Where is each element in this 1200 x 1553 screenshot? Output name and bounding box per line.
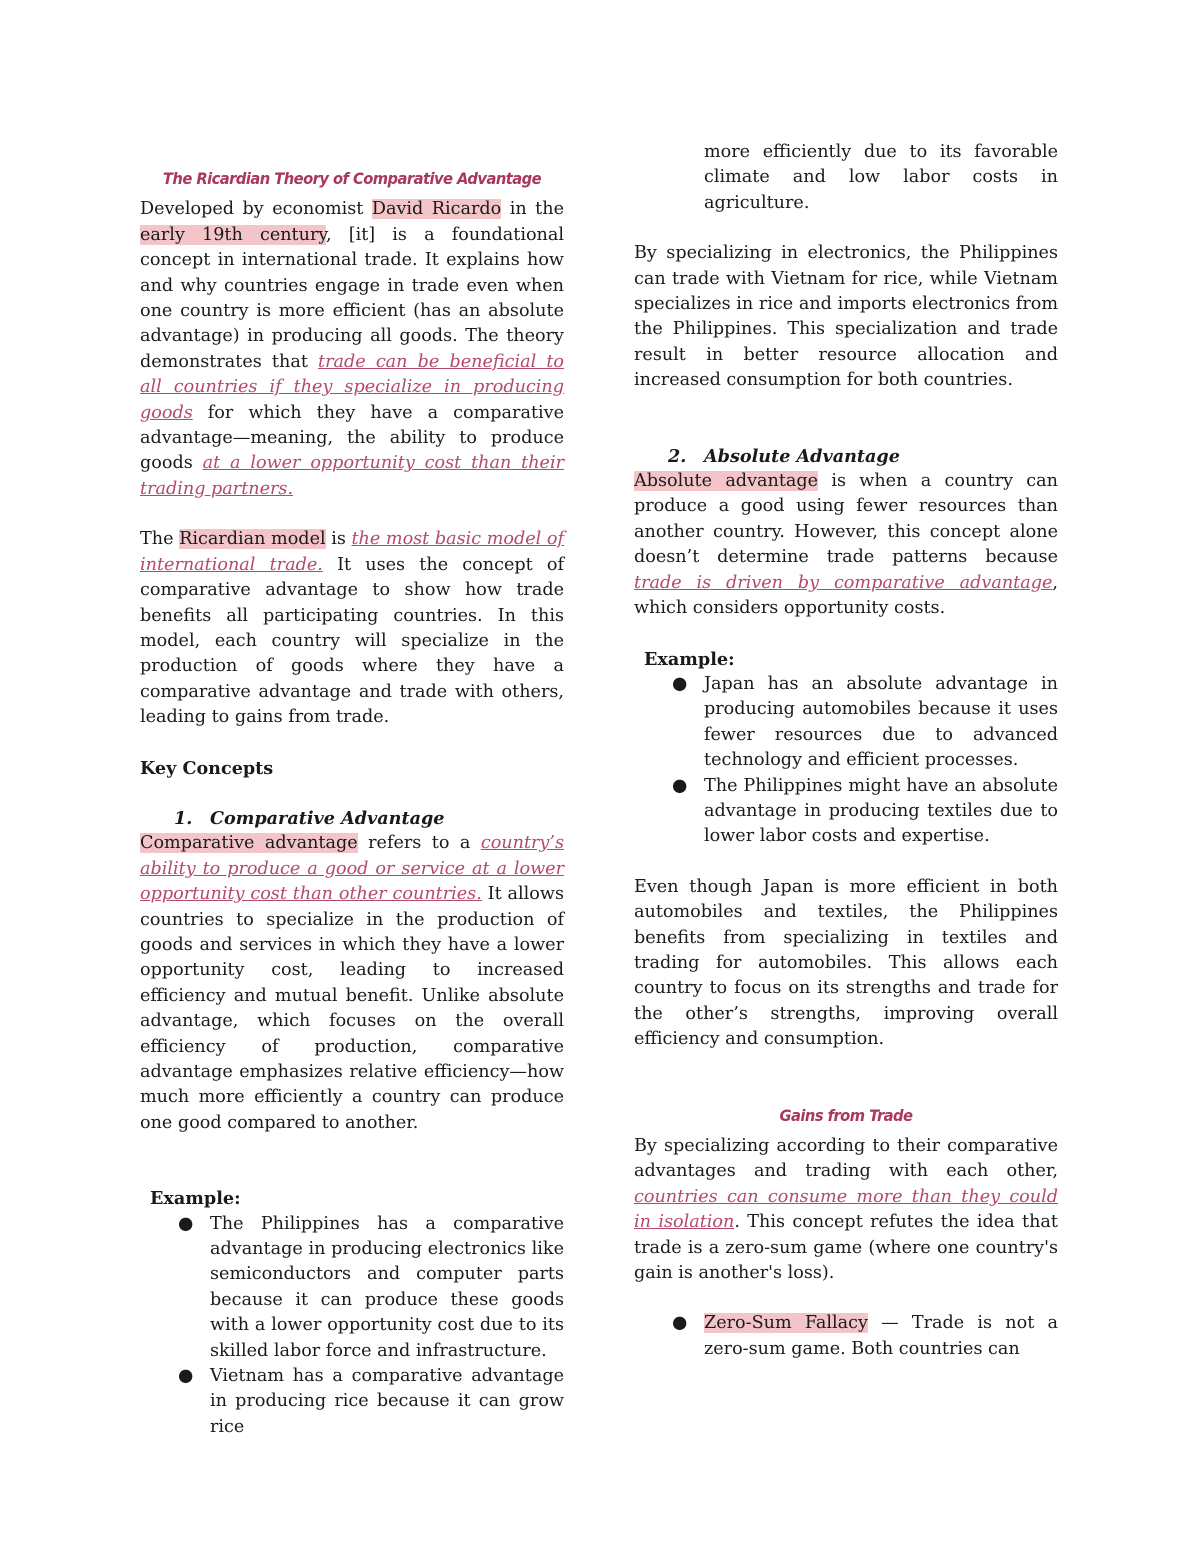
list-item-text: The Philippines has a comparative advantage in producing electronics like semiconductors and computer parts because it can produce these goods with a lower opportunity cost due to its skilled labor force and infrastructure. bbox=[210, 1213, 564, 1361]
example-list bbox=[140, 1212, 564, 1441]
text-run: The bbox=[140, 529, 180, 550]
text-run: It uses the concept of comparative advantage to show how trade benefits all participating countries. In this model, each country will specialize in the production of goods where they have a comparative advantage and trade with others, leading to gains from trade. bbox=[140, 554, 564, 728]
key-concepts-heading: Key Concepts bbox=[140, 757, 274, 779]
list-item-text: — Trade is not a zero-sum game. Both countries can bbox=[704, 1313, 1058, 1359]
text-run: refers to a bbox=[357, 833, 481, 854]
gains-list bbox=[634, 1311, 1058, 1362]
example-label: Example: bbox=[644, 648, 735, 670]
list-item bbox=[634, 774, 1058, 850]
bullet-icon: ● bbox=[672, 673, 688, 694]
text-run: for which they have a comparative advantage—meaning, the ability to produce goods bbox=[140, 402, 564, 474]
underlined-phrase: the most basic model of international trade. bbox=[140, 529, 564, 575]
heading-number: 1. bbox=[174, 807, 193, 829]
list-item bbox=[140, 1212, 564, 1364]
underlined-phrase: countries can consume more than they could in isolation bbox=[634, 1186, 1058, 1233]
bullet-icon: ● bbox=[178, 1366, 194, 1387]
section-title-gains-from-trade: Gains from Trade bbox=[779, 1105, 913, 1125]
example-label: Example: bbox=[150, 1188, 241, 1210]
highlight-early-19th-century: early 19th century bbox=[140, 224, 326, 245]
text-run: is when a country can produce a good using fewer resources than another country. However, this concept alone doesn’t determine trade patterns because bbox=[634, 471, 1058, 568]
bullet-icon: ● bbox=[672, 775, 688, 796]
comparative-advantage-paragraph bbox=[140, 831, 564, 1136]
text-run: Developed by economist bbox=[140, 199, 372, 220]
example-list bbox=[634, 672, 1058, 850]
list-item bbox=[634, 1311, 1058, 1362]
text-run: It allows countries to specialize in the production of goods and services in which they have a lower opportunity cost, leading to increased efficiency and mutual benefit. Unlike absolute advantage, which focuses on the overall efficiency of production, comparative advantage emphasizes relative efficiency—how much more efficiently a country can produce one good compared to another. bbox=[140, 884, 564, 1133]
highlight-comparative-advantage: Comparative advantage bbox=[140, 833, 358, 854]
text-run: , which considers opportunity costs. bbox=[634, 572, 1058, 619]
text-run: , [it] is a foundational concept in international trade. It explains how and why countries engage in trade even when one country is more efficient (has an absolute advantage) in producing all goods. The theory demonstrates that bbox=[140, 224, 564, 372]
heading-comparative-advantage bbox=[140, 806, 564, 831]
highlight-zero-sum-fallacy: Zero-Sum Fallacy bbox=[704, 1313, 868, 1334]
gains-from-trade-paragraph bbox=[634, 1134, 1058, 1286]
absolute-advantage-paragraph bbox=[634, 469, 1058, 621]
specialization-paragraph: By specializing in electronics, the Philippines can trade with Vietnam for rice, while Vietnam specializes in rice and imports electronics from the Philippines. This specialization and trade result in better resource allocation and increased consumption for both countries. bbox=[634, 243, 1058, 391]
highlight-absolute-advantage: Absolute advantage bbox=[634, 471, 819, 492]
list-item bbox=[634, 672, 1058, 774]
list-item bbox=[140, 1364, 564, 1440]
document-title: The Ricardian Theory of Comparative Advantage bbox=[162, 169, 542, 188]
text-run: . This concept refutes the idea that trade is a zero-sum game (where one country's gain is another's loss). bbox=[634, 1212, 1058, 1284]
bullet-icon: ● bbox=[672, 1313, 688, 1334]
underlined-phrase: trade is driven by comparative advantage bbox=[634, 572, 1053, 593]
list-item-text: Japan has an absolute advantage in producing automobiles because it uses fewer resources due to advanced technology and efficient processes. bbox=[704, 673, 1058, 771]
heading-number: 2. bbox=[668, 445, 687, 467]
underlined-phrase: at a lower opportunity cost than their trading partners. bbox=[140, 453, 565, 499]
text-run: in the bbox=[501, 199, 564, 220]
highlight-ricardian-model: Ricardian model bbox=[179, 529, 326, 550]
underlined-phrase: country’s ability to produce a good or service at a lower opportunity cost than other countries. bbox=[140, 833, 564, 905]
intro-paragraph bbox=[140, 197, 564, 502]
list-item-text: Vietnam has a comparative advantage in producing rice because it can grow rice bbox=[210, 1366, 564, 1437]
ricardian-model-paragraph bbox=[140, 527, 564, 730]
text-run: By specializing according to their comparative advantages and trading with each other, bbox=[634, 1136, 1058, 1182]
heading-text: Comparative Advantage bbox=[210, 807, 445, 829]
list-item-continuation: more efficiently due to its favorable climate and low labor costs in agriculture. bbox=[704, 142, 1058, 213]
underlined-phrase: trade can be beneficial to all countries if they specialize in producing goods bbox=[140, 351, 564, 423]
bullet-icon: ● bbox=[178, 1213, 194, 1234]
heading-absolute-advantage bbox=[634, 444, 1058, 469]
list-item-text: The Philippines might have an absolute advantage in producing textiles due to lower labor costs and expertise. bbox=[704, 775, 1058, 847]
japan-philippines-paragraph: Even though Japan is more efficient in both automobiles and textiles, the Philippines benefits from specializing in textiles and trading for automobiles. This allows each country to focus on its strengths and trade for the other’s strengths, improving overall efficiency and consumption. bbox=[634, 876, 1058, 1050]
left-column bbox=[140, 140, 564, 1440]
text-run: is bbox=[325, 529, 352, 550]
highlight-david-ricardo: David Ricardo bbox=[371, 199, 502, 220]
right-column bbox=[634, 140, 1058, 1362]
heading-text: Absolute Advantage bbox=[704, 445, 900, 467]
